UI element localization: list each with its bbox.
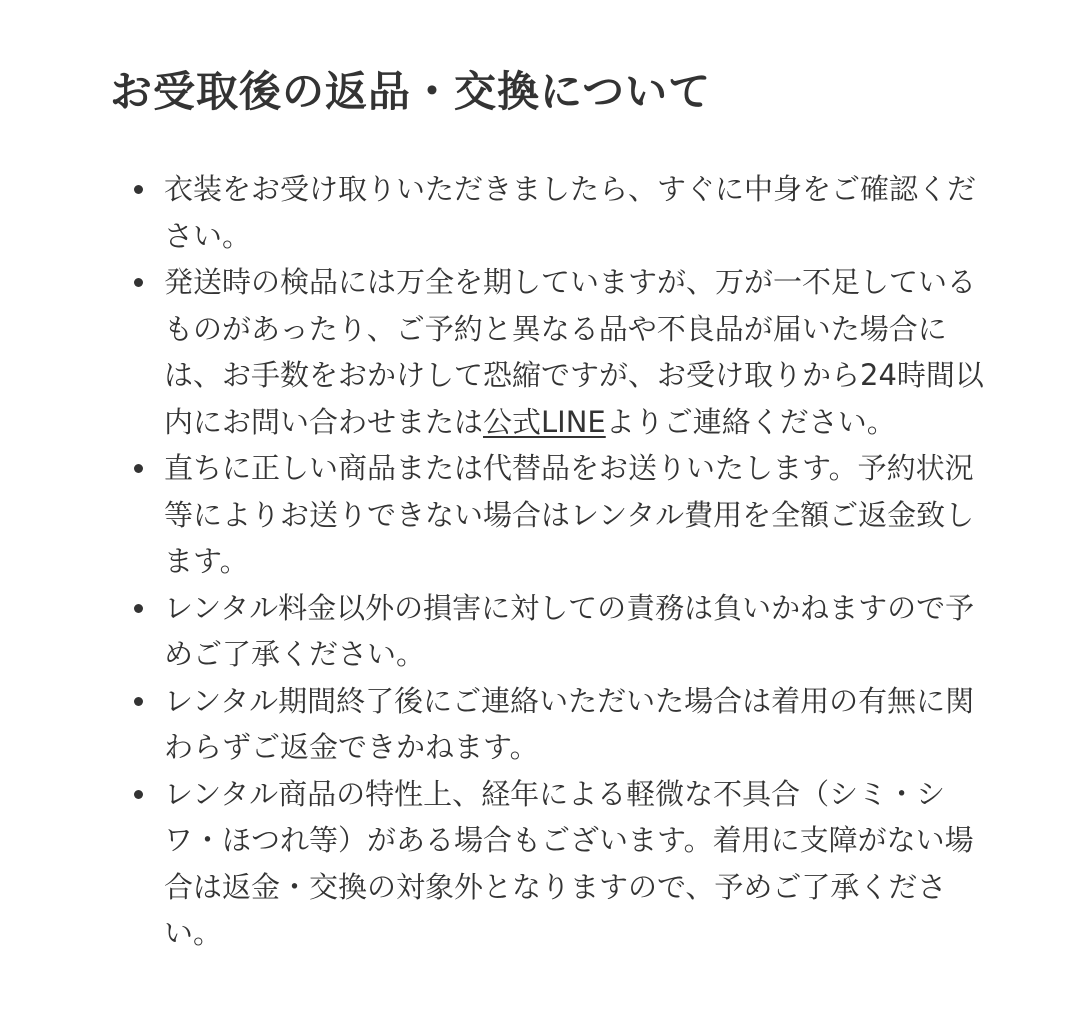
notice-text-after-link: よりご連絡ください。 xyxy=(605,404,896,439)
official-line-link[interactable]: 公式LINE xyxy=(483,404,606,439)
list-item xyxy=(110,445,994,585)
list-item xyxy=(110,259,994,445)
notice-text: レンタル料金以外の損害に対しての責務は負いかねますので予めご了承ください。 xyxy=(164,590,975,671)
list-item xyxy=(110,678,994,771)
notice-text: 直ちに正しい商品または代替品をお送りいたします。予約状況等によりお送りできない場合はレンタル費用を全額ご返金致します。 xyxy=(164,451,975,578)
bullet-icon xyxy=(134,604,143,613)
bullet-icon xyxy=(134,278,143,287)
bullet-icon xyxy=(134,464,143,473)
notice-text: 衣装をお受け取りいただきましたら、すぐに中身をご確認ください。 xyxy=(164,172,977,253)
notice-text: レンタル期間終了後にご連絡いただいた場合は着用の有無に関わらずご返金できかねます。 xyxy=(164,683,975,764)
section-title: お受取後の返品・交換について xyxy=(110,67,712,116)
bullet-icon xyxy=(134,697,143,706)
bullet-icon xyxy=(134,790,143,799)
list-item xyxy=(110,771,994,957)
list-item xyxy=(110,166,994,259)
notice-text: レンタル商品の特性上、経年による軽微な不具合（シミ・シワ・ほつれ等）がある場合もございます。着用に支障がない場合は返金・交換の対象外となりますので、予めご了承ください。 xyxy=(164,776,974,950)
notice-text-before-link: 発送時の検品には万全を期していますが、万が一不足しているものがあったり、ご予約と異なる品や不良品が届いた場合には、お手数をおかけして恐縮ですが、お受け取りから24時間以内にお問い合わせまたは xyxy=(164,265,984,439)
bullet-icon xyxy=(134,185,143,194)
notice-list xyxy=(110,166,1010,957)
list-item xyxy=(110,585,994,678)
